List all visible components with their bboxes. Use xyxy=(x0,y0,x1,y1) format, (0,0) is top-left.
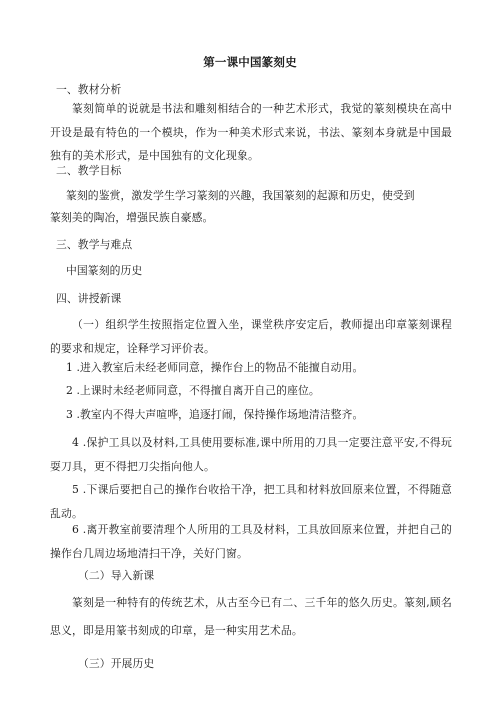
subsection-history: （三）开展历史 xyxy=(78,657,155,670)
section-heading-2: 二、教学目标 xyxy=(56,164,122,177)
section-heading-1: 一、教材分析 xyxy=(56,83,122,96)
section-heading-4: 四、讲授新课 xyxy=(56,292,122,305)
rule-item-3: 3 .教室内不得大声喧哗，追逐打闹，保持操作场地清洁整齐。 xyxy=(66,408,364,421)
paragraph-goals-line-2: 篆刻美的陶冶，增强民族自豪感。 xyxy=(50,211,214,224)
paragraph-textbook-analysis: 篆刻简单的说就是书法和雕刻相结合的一种艺术形式，我觉的篆刻模块在高中开设是最有特色的一个模块，作为一种美术形式来说，书法、篆刻本身就是中国最独有的美术形式，是中国独有的文化现象。 xyxy=(50,102,452,162)
paragraph-organize-students: （一）组织学生按照指定位置入坐，课堂秩序安定后，教师提出印章篆刻课程的要求和规定，诠释学习评价表。 xyxy=(50,318,452,355)
page-title: 第一课中国篆刻史 xyxy=(203,55,297,69)
rule-item-2: 2 .上课时未经老师同意，不得擅自离开自己的座位。 xyxy=(66,384,320,397)
rule-item-4: 4 .保护工具以及材料,工具使用要标准,课中所用的刀具一定要注意平安,不得玩耍刀具，更不得把刀尖指向他人。 xyxy=(50,436,452,473)
paragraph-intro-seal-carving: 篆刻是一种特有的传统艺术，从古至今已有二、三千年的悠久历史。篆刻,顾名思义，即是用篆书刻成的印章，是一种实用艺术品。 xyxy=(50,596,452,637)
section-heading-3: 三、教学与难点 xyxy=(56,238,133,251)
subsection-intro: （二）导入新课 xyxy=(78,569,155,582)
paragraph-goals-line-1: 篆刻的鉴赏，激发学生学习篆刻的兴趣，我国篆刻的起源和历史，使受到 xyxy=(66,189,415,202)
rule-item-5: 5 .下课后要把自己的操作台收拾干净，把工具和材料放回原来位置，不得随意乱动。 xyxy=(50,483,452,520)
paragraph-key-points: 中国篆刻的历史 xyxy=(66,264,143,277)
rule-item-1: 1 .进入教室后未经老师同意，操作台上的物品不能擅自动用。 xyxy=(66,361,364,374)
rule-item-6: 6 .离开教室前要清理个人所用的工具及材料，工具放回原来位置，并把自己的操作台几周边场地清扫干净，关好门窗。 xyxy=(50,523,452,560)
